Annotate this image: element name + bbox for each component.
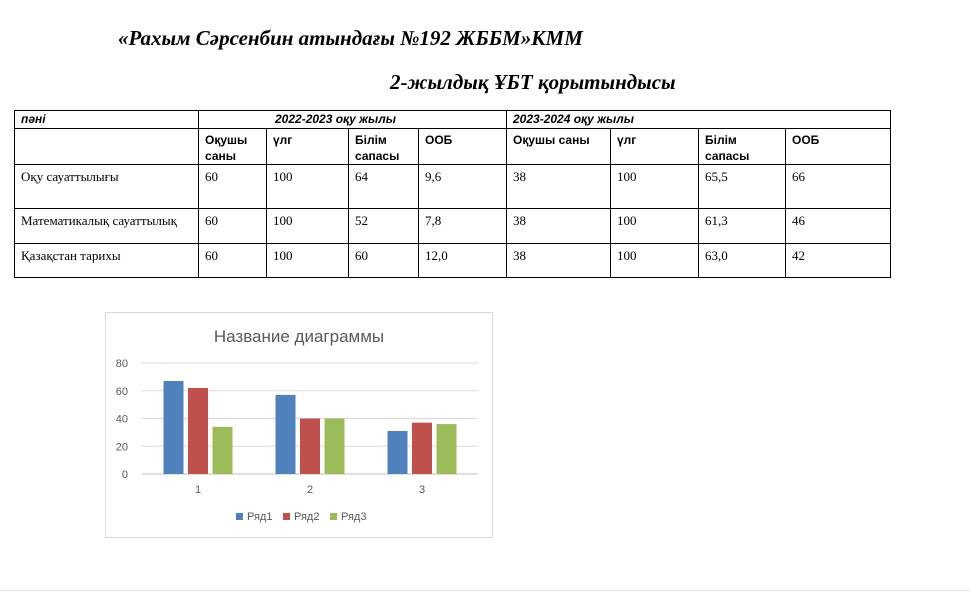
table-cell: 66 [786,165,891,209]
year2-header: 2023-2024 оқу жылы [507,111,891,129]
table-cell: 38 [507,209,611,244]
table-row [15,165,891,209]
bar [213,427,233,474]
table-cell: 42 [786,244,891,278]
table-cell: 38 [507,165,611,209]
table-row [15,244,891,278]
table-cell: 100 [267,244,349,278]
bar [276,395,296,474]
bar-chart [105,312,493,538]
table-cell: 100 [267,165,349,209]
y-tick-label: 40 [115,413,128,426]
subject-cell: Қазақстан тарихы [15,244,199,278]
table-cell: 100 [611,165,699,209]
legend-label: Ряд2 [294,511,320,523]
table-cell: 64 [349,165,419,209]
empty-cell [15,129,199,165]
column-header: үлг [611,129,699,165]
subheader-row [15,129,891,165]
bar [188,388,208,474]
table-cell: 7,8 [419,209,507,244]
page-edge-divider [0,590,971,591]
table-row [15,209,891,244]
y-tick-label: 60 [115,385,128,398]
bar [437,424,457,474]
column-header: Оқушы саны [199,129,267,165]
table-cell: 100 [611,209,699,244]
table-cell: 60 [349,244,419,278]
table-cell: 12,0 [419,244,507,278]
table-cell: 38 [507,244,611,278]
y-tick-label: 20 [115,441,128,454]
table-cell: 60 [199,244,267,278]
table-cell: 100 [611,244,699,278]
legend-swatch [283,513,290,520]
table-cell: 46 [786,209,891,244]
legend-swatch [330,513,337,520]
column-header: Оқушы саны [507,129,611,165]
header-row [15,111,891,129]
column-header: ООБ [419,129,507,165]
legend-label: Ряд3 [341,511,367,523]
results-table [14,110,891,278]
x-tick-label: 2 [306,484,314,496]
chart-title: Название диаграммы [213,327,385,346]
column-header: Білім сапасы [349,129,419,165]
subject-cell: Оқу сауаттылығы [15,165,199,209]
x-tick-label: 3 [418,484,426,496]
year1-header: 2022-2023 оқу жылы [199,111,507,129]
bar [300,419,320,475]
y-tick-label: 80 [115,358,128,370]
subject-header: пәні [15,111,199,129]
subject-cell: Математикалық сауаттылық [15,209,199,244]
bar [412,423,432,474]
bar [388,431,408,474]
y-tick-label: 0 [121,469,128,481]
report-title: 2-жылдық ҰБТ қорытындысы [390,70,676,94]
table-cell: 63,0 [699,244,786,278]
table-cell: 60 [199,165,267,209]
legend-swatch [236,513,243,520]
column-header: Білім сапасы [699,129,786,165]
bar [164,381,184,474]
table-cell: 9,6 [419,165,507,209]
table-cell: 100 [267,209,349,244]
chart-canvas [106,313,492,537]
x-tick-label: 1 [194,484,202,496]
school-title: «Рахым Сәрсенбин атындағы №192 ЖББМ»КММ [118,26,583,50]
column-header: ООБ [786,129,891,165]
table-cell: 52 [349,209,419,244]
table-cell: 65,5 [699,165,786,209]
legend-label: Ряд1 [247,511,273,523]
table-cell: 61,3 [699,209,786,244]
table-cell: 60 [199,209,267,244]
bar [325,419,345,475]
column-header: үлг [267,129,349,165]
